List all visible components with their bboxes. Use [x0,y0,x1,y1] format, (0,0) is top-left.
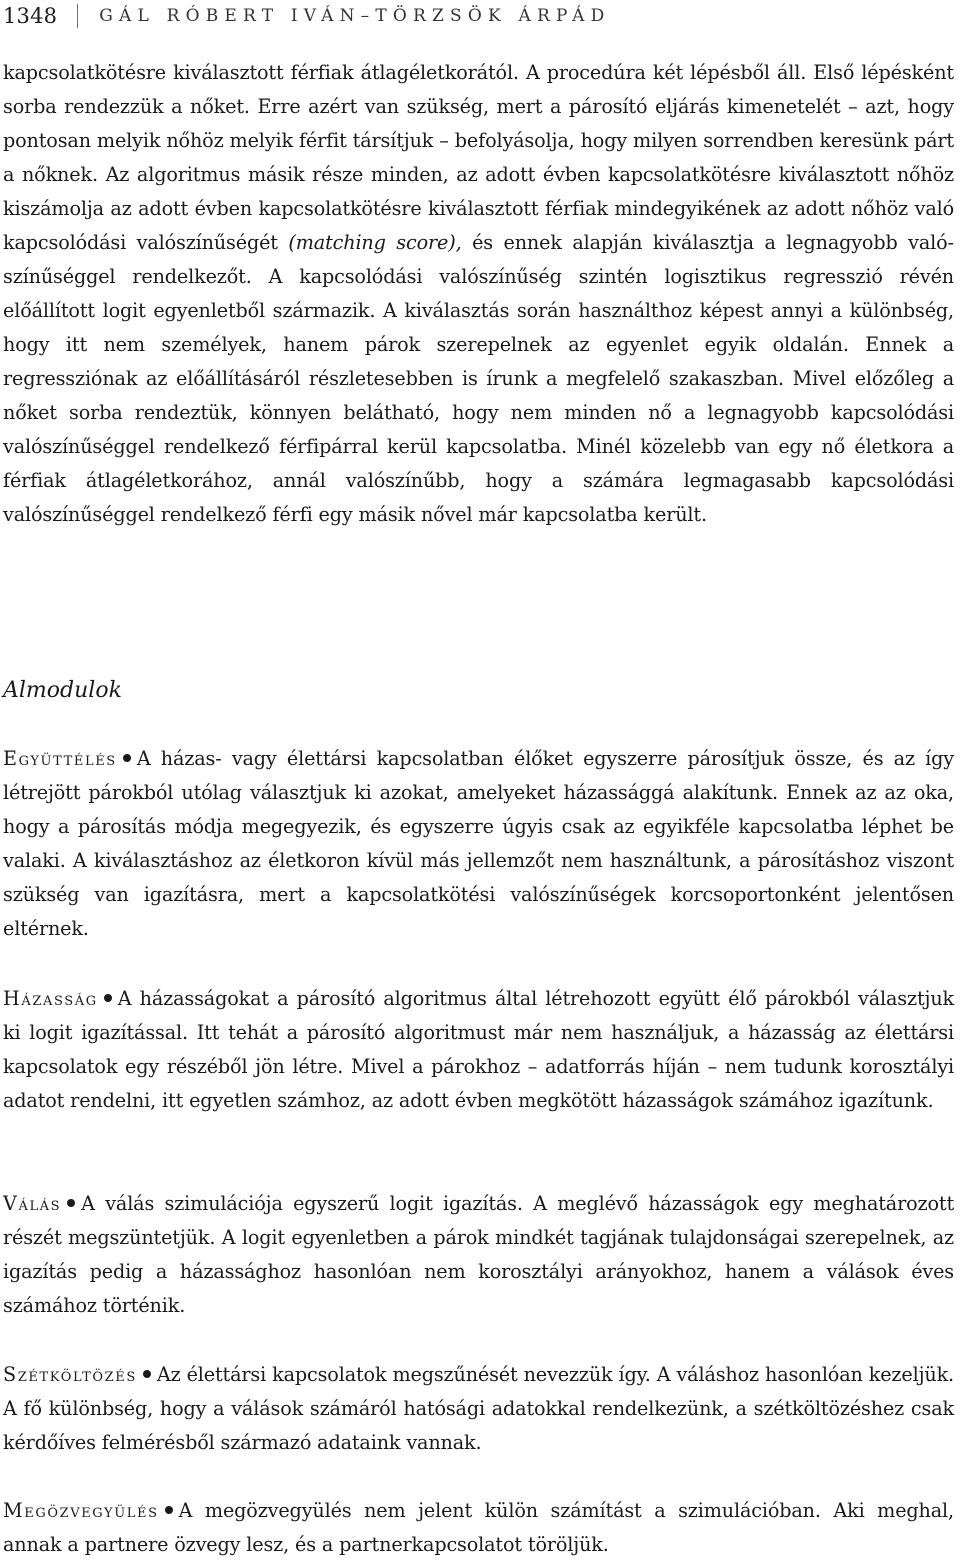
entry-text: A házas- vagy élettársi kapcsolatban élőket egyszerre párosítjuk össze, és az így létrejött párokból utólag választjuk ki azokat, amelyeket házassággá alakítunk. Ennek az az oka, hogy a párosítás módja megegyezik, és egyszerre úgyis csak az egyikféle kapcsolatba léphet be valaki. A kiválasztáshoz az életkoron kívül más jellemzőt nem használtunk, a párosításhoz viszont szükség van igazításra, mert a kapcsolatkötési valószínűségek korcsoportonként jelentősen eltérnek. [3,747,954,940]
bullet-icon [165,1506,173,1514]
intro-paragraph [3,56,954,532]
entry-term: Szétköltözés [3,1363,137,1386]
entry-paragraph [3,1358,954,1460]
entry-term: Megözvegyülés [3,1499,159,1522]
entry-paragraph [3,742,954,946]
intro-text-part1: kapcsolatkötésre kiválasztott férfiak átlagéletkorától. A procedúra két lépésből áll. Első lépésként sorba rendezzük a nőket. Erre azért van szükség, mert a párosító eljárás kimenetelét – azt, hogy pontosan melyik nőhöz melyik férfit társítjuk – befolyásolja, hogy milyen sorrendben keresünk párt a nőknek. Az algoritmus másik része minden, az adott évben kapcsolatkötésre kiválasztott nőhöz kiszámolja az adott évben kapcsolatkötésre kiválasztott férfiak mindegyikének az adott nőhöz való kapcsolódási valószínűségét [3,61,954,254]
entry-paragraph [3,982,954,1118]
running-head [3,2,610,30]
intro-text-part2: és ennek alapján kiválasztja a legnagyobb valószínűséggel rendelkezőt. A kapcsolódási valószínűség szintén logisztikus regresszió révén előállított logit egyenletből származik. A kiválasztás során használthoz képest annyi a különbség, hogy itt nem személyek, hanem párok szerepelnek az egyenlet egyik oldalán. Ennek a regressziónak az előállításáról részletesebben is írunk a megfelelő szakaszban. Mivel előzőleg a nőket sorba rendeztük, könnyen belátható, hogy nem minden nő a legnagyobb kapcsolódási valószínűséggel rendelkező férfipárral kerül kapcsolatba. Minél közelebb van egy nő életkora a férfiak átlagéletkorához, annál valószínűbb, hogy a számára legmagasabb kapcsolódási valószínűséggel rendelkező férfi egy másik nővel már kapcsolatba került. [3,231,954,526]
entry-text: A házasságokat a párosító algoritmus által létrehozott együtt élő párokból választjuk ki logit igazítással. Itt tehát a párosító algoritmust már nem használjuk, a házasság az élettársi kapcsolatok egy részéből jön létre. Mivel a párokhoz – adatforrás híján – nem tudunk korosztályi adatot rendelni, itt egyetlen számhoz, az adott évben megkötött házasságok számához igazítunk. [3,987,954,1112]
bullet-icon [143,1370,151,1378]
entry-term: Együttélés [3,747,117,770]
entry-paragraph [3,1187,954,1323]
header-divider [77,4,78,28]
bullet-icon [67,1199,75,1207]
section-title: Almodulok [3,678,122,703]
bullet-icon [123,754,131,762]
running-head-authors: GÁL RÓBERT IVÁN–TÖRZSÖK ÁRPÁD [99,6,611,26]
intro-italic-term: (matching score), [288,231,462,254]
entry-term: Házasság [3,987,98,1010]
entry-paragraph [3,1494,954,1562]
entry-text: A válás szimulációja egyszerű logit igazítás. A meglévő házasságok egy meghatározott részét megszüntetjük. A logit egyenletben a párok mindkét tagjának tulajdonságai szerepelnek, az igazítás pedig a házassághoz hasonlóan nem korosztályi arányokhoz, hanem a válások éves számához történik. [3,1192,954,1317]
bullet-icon [104,994,112,1002]
entry-text: A megözvegyülés nem jelent külön számítást a szimulációban. Aki meghal, annak a partnere özvegy lesz, és a partnerkapcsolatot töröljük. [3,1499,954,1556]
entry-term: Válás [3,1192,62,1215]
page-number: 1348 [3,4,58,28]
entry-text: Az élettársi kapcsolatok megszűnését nevezzük így. A váláshoz hasonlóan kezeljük. A fő különbség, hogy a válások számáról hatósági adatokkal rendelkezünk, a szétköltözéshez csak kérdőíves felmérésből származó adataink vannak. [3,1363,954,1454]
